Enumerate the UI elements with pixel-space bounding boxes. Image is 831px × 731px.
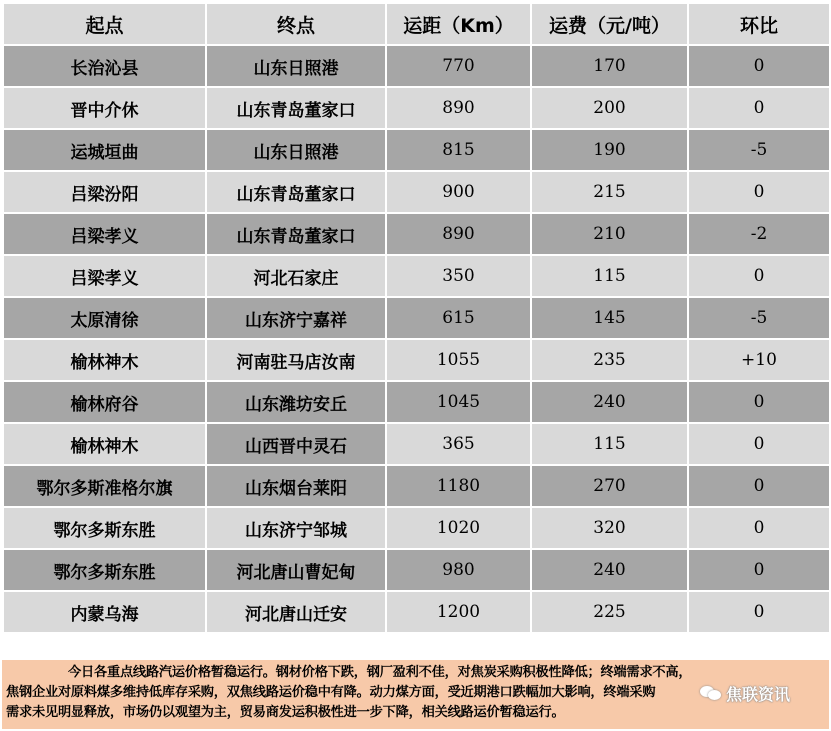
cell-destination: 山东青岛董家口 xyxy=(207,172,385,212)
cell-distance: 1200 xyxy=(387,592,530,632)
cell-destination: 河北石家庄 xyxy=(207,256,385,296)
cell-origin: 长治沁县 xyxy=(4,46,205,86)
cell-distance: 890 xyxy=(387,88,530,128)
table-row xyxy=(4,46,829,86)
cell-distance: 1055 xyxy=(387,340,530,380)
cell-destination: 河北唐山曹妃甸 xyxy=(207,550,385,590)
cell-origin: 鄂尔多斯东胜 xyxy=(4,508,205,548)
cell-change: 0 xyxy=(689,424,829,464)
table-body xyxy=(4,46,829,632)
table-row xyxy=(4,592,829,632)
cell-distance: 890 xyxy=(387,214,530,254)
cell-origin: 鄂尔多斯东胜 xyxy=(4,550,205,590)
cell-distance: 615 xyxy=(387,298,530,338)
cell-destination: 山东青岛董家口 xyxy=(207,214,385,254)
cell-change: -5 xyxy=(689,130,829,170)
table-row xyxy=(4,298,829,338)
watermark xyxy=(700,680,790,706)
cell-origin: 运城垣曲 xyxy=(4,130,205,170)
header-destination: 终点 xyxy=(207,4,385,44)
header-change: 环比 xyxy=(689,4,829,44)
cell-origin: 晋中介休 xyxy=(4,88,205,128)
commentary-line-2: 焦钢企业对原料煤多维持低库存采购，双焦线路运价稳中有降。动力煤方面，受近期港口跌幅加大影响，终端采购 xyxy=(6,685,656,700)
cell-distance: 365 xyxy=(387,424,530,464)
cell-distance: 980 xyxy=(387,550,530,590)
cell-fee: 320 xyxy=(532,508,687,548)
cell-destination: 山东济宁邹城 xyxy=(207,508,385,548)
table-row xyxy=(4,340,829,380)
table-row xyxy=(4,172,829,212)
cell-change: 0 xyxy=(689,550,829,590)
cell-distance: 815 xyxy=(387,130,530,170)
table-row xyxy=(4,256,829,296)
header-distance: 运距（Km） xyxy=(387,4,530,44)
cell-origin: 内蒙乌海 xyxy=(4,592,205,632)
cell-destination: 山东日照港 xyxy=(207,46,385,86)
cell-fee: 270 xyxy=(532,466,687,506)
cell-change: 0 xyxy=(689,508,829,548)
freight-rate-table xyxy=(2,2,831,634)
cell-origin: 吕梁孝义 xyxy=(4,256,205,296)
cell-origin: 吕梁孝义 xyxy=(4,214,205,254)
cell-destination: 河南驻马店汝南 xyxy=(207,340,385,380)
cell-origin: 榆林神木 xyxy=(4,424,205,464)
cell-distance: 1180 xyxy=(387,466,530,506)
cell-change: 0 xyxy=(689,592,829,632)
cell-fee: 240 xyxy=(532,382,687,422)
cell-origin: 吕梁汾阳 xyxy=(4,172,205,212)
cell-change: 0 xyxy=(689,46,829,86)
cell-fee: 215 xyxy=(532,172,687,212)
cell-destination: 山东烟台莱阳 xyxy=(207,466,385,506)
table-row xyxy=(4,88,829,128)
cell-distance: 1020 xyxy=(387,508,530,548)
cell-fee: 115 xyxy=(532,424,687,464)
header-fee: 运费（元/吨） xyxy=(532,4,687,44)
cell-distance: 350 xyxy=(387,256,530,296)
cell-distance: 1045 xyxy=(387,382,530,422)
cell-fee: 145 xyxy=(532,298,687,338)
table-row xyxy=(4,382,829,422)
cell-change: 0 xyxy=(689,382,829,422)
commentary-line-1: 今日各重点线路汽运价格暂稳运行。钢材价格下跌，钢厂盈利不佳，对焦炭采购积极性降低；终端需求不高， xyxy=(68,665,692,680)
cell-fee: 170 xyxy=(532,46,687,86)
cell-change: -5 xyxy=(689,298,829,338)
table-row xyxy=(4,130,829,170)
cell-change: 0 xyxy=(689,466,829,506)
cell-distance: 770 xyxy=(387,46,530,86)
table-row xyxy=(4,508,829,548)
cell-fee: 210 xyxy=(532,214,687,254)
cell-origin: 榆林神木 xyxy=(4,340,205,380)
cell-change: +10 xyxy=(689,340,829,380)
wechat-icon xyxy=(700,684,722,702)
table-row xyxy=(4,550,829,590)
watermark-text: 焦联资讯 xyxy=(726,684,791,704)
cell-destination: 河北唐山迁安 xyxy=(207,592,385,632)
cell-destination: 山东潍坊安丘 xyxy=(207,382,385,422)
cell-fee: 115 xyxy=(532,256,687,296)
cell-fee: 235 xyxy=(532,340,687,380)
table-row xyxy=(4,214,829,254)
cell-destination: 山东日照港 xyxy=(207,130,385,170)
table-row xyxy=(4,424,829,464)
cell-distance: 900 xyxy=(387,172,530,212)
header-origin: 起点 xyxy=(4,4,205,44)
cell-fee: 240 xyxy=(532,550,687,590)
cell-destination: 山东济宁嘉祥 xyxy=(207,298,385,338)
cell-origin: 榆林府谷 xyxy=(4,382,205,422)
cell-origin: 鄂尔多斯准格尔旗 xyxy=(4,466,205,506)
cell-change: 0 xyxy=(689,172,829,212)
table-row xyxy=(4,466,829,506)
cell-fee: 200 xyxy=(532,88,687,128)
cell-change: 0 xyxy=(689,88,829,128)
cell-origin: 太原清徐 xyxy=(4,298,205,338)
cell-change: -2 xyxy=(689,214,829,254)
cell-fee: 225 xyxy=(532,592,687,632)
table-header-row xyxy=(4,4,829,44)
cell-fee: 190 xyxy=(532,130,687,170)
cell-destination: 山西晋中灵石 xyxy=(207,424,385,464)
cell-destination: 山东青岛董家口 xyxy=(207,88,385,128)
cell-change: 0 xyxy=(689,256,829,296)
commentary-line-3: 需求未见明显释放，市场仍以观望为主，贸易商发运积极性进一步下降，相关线路运价暂稳运行。 xyxy=(6,705,565,720)
